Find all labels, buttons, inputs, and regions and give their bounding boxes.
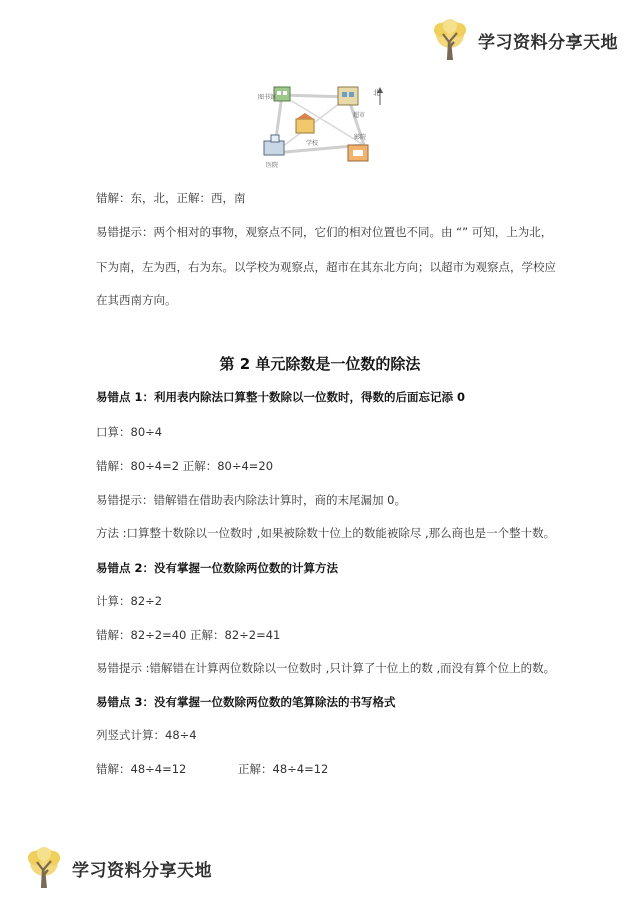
point3-heading: 易错点 3：没有掌握一位数除两位数的笔算除法的书写格式	[96, 695, 396, 709]
point3-question: 列竖式计算：48÷4	[96, 728, 197, 742]
point1-answer: 错解：80÷4=2 正解：80÷4=20	[96, 459, 274, 473]
tree-logo-icon	[430, 18, 470, 62]
hint-line-3: 在其西南方向。	[96, 293, 177, 307]
point3-wrong: 错解：48÷4=12	[96, 762, 187, 776]
point2-hint: 易错提示 :错解错在计算两位数除以一位数时 ,只计算了十位上的数 ,而没有算个位上的数。	[96, 661, 556, 675]
brand-name: 学习资料分享天地	[72, 860, 212, 881]
point1-heading: 易错点 1：利用表内除法口算整十数除以一位数时，得数的后面忘记添 0	[96, 390, 466, 404]
map-label-hospital: 医院	[266, 162, 279, 169]
point1-method: 方法 :口算整十数除以一位数时 ,如果被除数十位上的数能被除尽 ,那么商也是一个整十数。	[96, 526, 556, 540]
hospital-building	[264, 135, 284, 155]
point3-right: 正解：48÷4=12	[238, 762, 329, 776]
hint-line-2: 下为南，左为西，右为东。以学校为观察点，超市在其东北方向；以超市为观察点，学校应	[96, 260, 556, 274]
point2-question: 计算：82÷2	[96, 594, 163, 608]
footer-brand	[24, 846, 212, 890]
brand-name: 学习资料分享天地	[478, 32, 618, 53]
map-label-school: 学校	[306, 140, 319, 147]
header-brand	[430, 18, 618, 62]
map-label-cinema: 影院	[354, 134, 367, 141]
tree-logo-icon	[24, 846, 64, 890]
point1-question: 口算：80÷4	[96, 425, 163, 439]
school-building	[296, 113, 314, 133]
direction-map	[252, 83, 392, 177]
map-label-library: 图书馆	[258, 94, 277, 101]
supermarket-building	[338, 87, 358, 105]
cinema-building	[348, 145, 368, 161]
wrong-answer-text: 错解：东，北，正解：西，南	[96, 191, 246, 205]
map-label-supermarket: 超市	[353, 112, 366, 119]
point2-heading: 易错点 2：没有掌握一位数除两位数的计算方法	[96, 561, 339, 575]
unit-title: 第 2 单元除数是一位数的除法	[219, 355, 421, 373]
north-label: 北	[373, 89, 380, 97]
point2-answer: 错解：82÷2=40 正解：82÷2=41	[96, 628, 281, 642]
hint-line-1: 易错提示：两个相对的事物，观察点不同，它们的相对位置也不同。由 “” 可知，上为北，	[96, 225, 553, 239]
library-building	[274, 87, 290, 101]
point1-hint: 易错提示：错解错在借助表内除法计算时，商的末尾漏加 0。	[96, 493, 406, 507]
